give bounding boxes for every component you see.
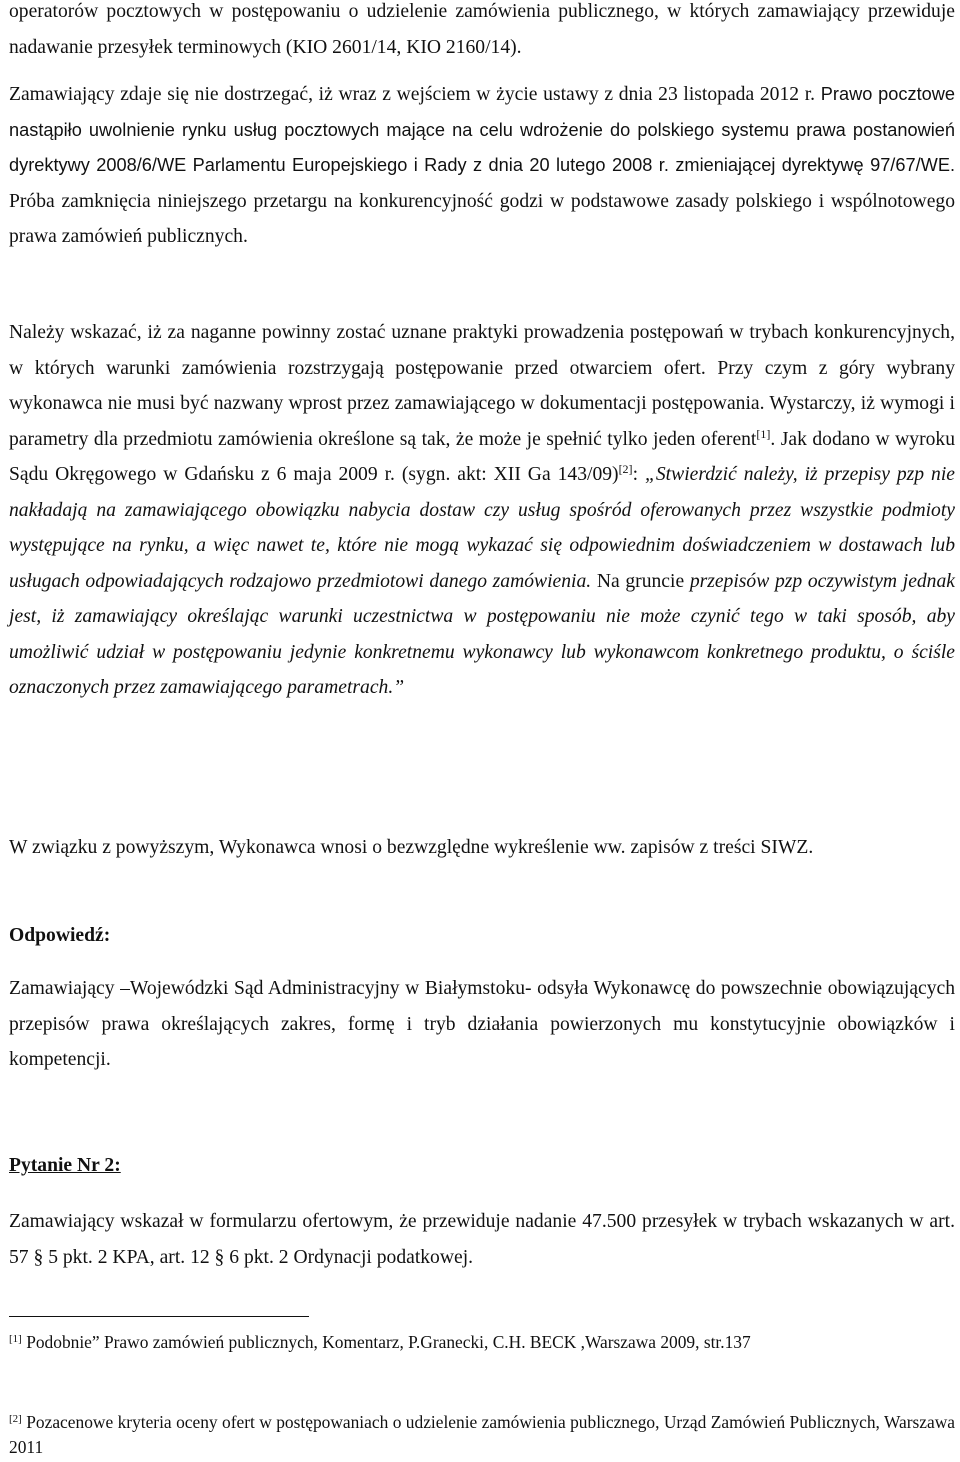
paragraph-request xyxy=(9,830,955,866)
footnote-separator xyxy=(9,1316,309,1317)
paragraph-text: Wystarczy, iż wymogi i parametry dla przedmiotu zamówienia określone są tak, że może je spełnić tylko jeden oferent xyxy=(9,393,955,450)
footnote-marker: [2] xyxy=(9,1413,22,1425)
footnote-1 xyxy=(9,1330,955,1355)
court-quote: „Stwierdzić należy, iż przepisy pzp nie nakładają na zamawiającego obowiązku nabycia dostaw czy usług spośród oferowanych przez wszystkie podmioty występujące na rynku, a więc nawet te, które nie mogą wykazać się odpowiednim doświadczeniem w dostawach lub usługach odpowiadających rodzajowo przedmiotowi danego zamówienia. xyxy=(9,464,955,592)
paragraph-text: : xyxy=(632,464,639,485)
paragraph-text: W związku z powyższym, Wykonawca wnosi o bezwzględne wykreślenie ww. zapisów z treści SIWZ. xyxy=(9,837,814,858)
paragraph-text: Należy wskazać, iż za naganne powinny zostać uznane praktyki prowadzenia postępowań w trybach konkurencyjnych, w których warunki zamówienia rozstrzygają postępowanie przed otwarciem ofert. xyxy=(9,322,955,379)
footnote-text: Pozacenowe kryteria oceny ofert w postępowaniach o udzielenie zamówienia publicznego, Urząd Zamówień Publicznych, Warszawa 2011 xyxy=(9,1412,955,1457)
paragraph-text: . Jak dodano w wyroku Sądu Okręgowego w Gdańsku z 6 maja 2009 r. (sygn. akt: XII Ga 143/09) xyxy=(9,428,955,485)
court-quote-tail: przepisów pzp oczywistym jednak jest, iż zamawiający określając warunki uczestnictwa w postępowaniu nie może czynić tego w taki sposób, aby umożliwić udział w postępowaniu jedynie konkretnemu wykonawcy lub wykonawcom konkretnego produktu, o ściśle oznaczonych przez zamawiającego parametrach.” xyxy=(9,570,955,698)
footnote-2 xyxy=(9,1410,955,1459)
question-2-text: Zamawiający wskazał w formularzu ofertowym, że przewiduje nadanie 47.500 przesyłek w trybach wskazanych w art. 57 § 5 pkt. 2 KPA, art. 12 § 6 pkt. 2 Ordynacji podatkowej. xyxy=(9,1211,955,1268)
paragraph-practices xyxy=(9,315,955,706)
footnote-ref-1[interactable]: [1] xyxy=(756,426,771,441)
question-2-heading: Pytanie Nr 2: xyxy=(9,1155,121,1176)
paragraph-text-serif: Zamawiający zdaje się nie dostrzegać, iż wraz z wejściem w życie ustawy z dnia 23 listopada 2012 r. xyxy=(9,84,816,105)
footnote-ref-2[interactable]: [2] xyxy=(618,462,633,476)
footnote-text: Podobnie” Prawo zamówień publicznych, Komentarz, P.Granecki, C.H. BECK ,Warszawa 2009, str.137 xyxy=(26,1332,751,1352)
paragraph-text: Przy czym z góry wybrany wykonawca nie musi być nazwany wprost przez zamawiającego w dokumentacji postępowania. xyxy=(9,357,955,414)
footnote-marker: [1] xyxy=(9,1333,22,1345)
paragraph-text: operatorów pocztowych w postępowaniu o udzielenie zamówienia publicznego, w których zamawiający przewiduje nadawanie przesyłek terminowych (KIO 2601/14, KIO 2160/14). xyxy=(9,1,955,58)
answer-text: Zamawiający –Wojewódzki Sąd Administracyjny w Białymstoku- odsyła Wykonawcę do powszechnie obowiązujących przepisów prawa określających zakres, formę i tryb działania powierzonych mu konstytucyjnie obowiązków i kompetencji. xyxy=(9,978,955,1070)
paragraph-text-tail: Próba zamknięcia niniejszego przetargu na konkurencyjność godzi w podstawowe zasady polskiego i wspólnotowego prawa zamówień publicznych. xyxy=(9,190,955,247)
paragraph-postal-law xyxy=(9,77,955,255)
paragraph-text-sans: Prawo pocztowe nastąpiło uwolnienie rynku usług pocztowych mające na celu wdrożenie do polskiego systemu prawa postanowień dyrektywy 2008/6/WE Parlamentu Europejskiego i Rady z dnia 20 lutego 2008 r. zmieniającej dyrektywę 97/67/WE. xyxy=(9,84,955,175)
quote-plain-text: Na gruncie xyxy=(596,570,685,592)
paragraph-operators xyxy=(9,0,955,65)
answer-heading: Odpowiedź: xyxy=(9,925,111,946)
